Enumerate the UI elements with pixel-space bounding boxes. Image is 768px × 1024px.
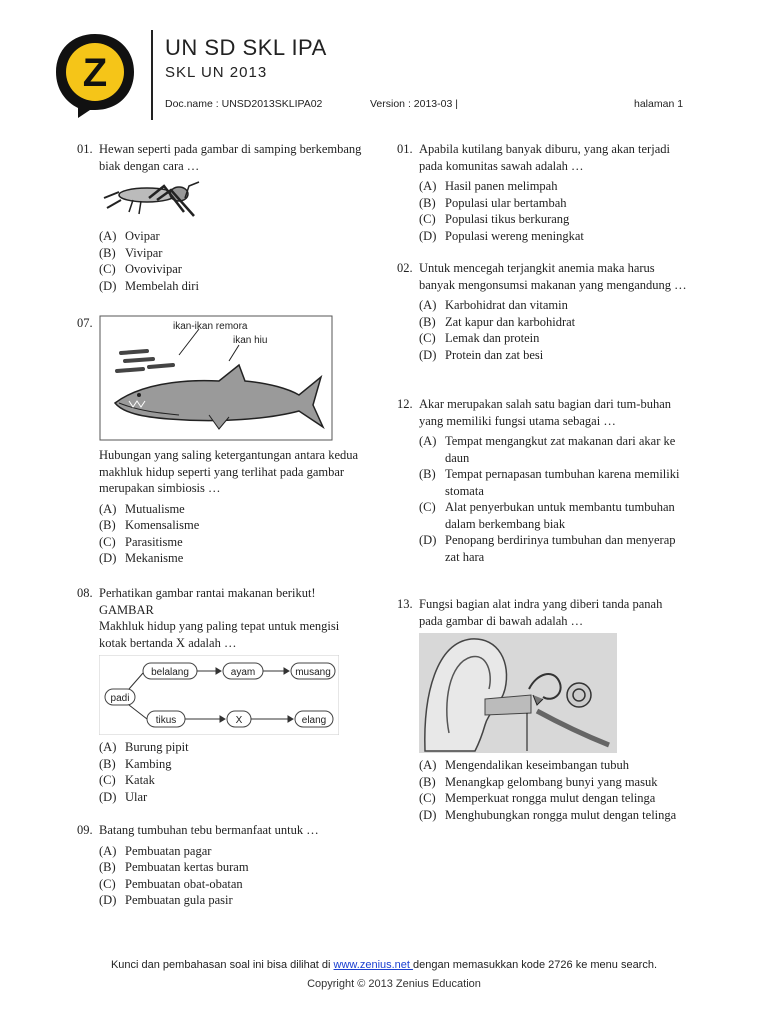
option-c[interactable]: Ovovivipar — [125, 262, 182, 276]
question-left-4 — [77, 822, 377, 909]
option-label: (B) — [419, 774, 436, 789]
option-a[interactable]: Tempat mengangkut zat makanan dari akar ke daun — [445, 434, 676, 465]
option-d[interactable]: Ular — [125, 789, 148, 804]
option-label: (A) — [99, 229, 117, 243]
option-b[interactable]: Komensalisme — [125, 518, 200, 532]
option-b[interactable]: Menangkap gelombang bunyi yang masuk — [445, 774, 658, 789]
footer-text-post: dengan memasukkan kode 2726 ke menu search. — [413, 959, 658, 971]
option-b[interactable]: Pembuatan kertas buram — [125, 860, 249, 874]
chain-belalang: belalang — [151, 667, 189, 678]
question-number: 09. — [77, 823, 93, 837]
figure-label-shark: ikan hiu — [233, 335, 268, 346]
option-label: (C) — [419, 331, 436, 345]
logo-letter: Z — [82, 51, 108, 95]
footer-text-pre: Kunci dan pembahasan soal ini bisa dilihat di — [110, 959, 334, 971]
chain-musang: musang — [295, 667, 331, 678]
option-d[interactable]: Penopang berdirinya tumbuhan dan menyerap zat hara — [445, 533, 676, 564]
option-d[interactable]: Menghubungkan rongga mulut dengan telinga — [445, 807, 677, 822]
question-left-2 — [77, 318, 377, 567]
option-label: (D) — [419, 347, 437, 362]
copyright: Copyright © 2013 Zenius Education — [307, 978, 481, 990]
zenius-link[interactable]: www.zenius.net — [333, 959, 414, 971]
question-stem-2: Makhluk hidup yang paling tepat untuk mengisi kotak bertanda X adalah … — [99, 619, 340, 650]
question-stem: Akar merupakan salah satu bagian dari tum-buhan yang memiliki fungsi utama sebagai … — [419, 397, 671, 428]
question-stem: Untuk mencegah terjangkit anemia maka harus banyak mengonsumsi makanan yang mengandung … — [419, 261, 687, 292]
question-number: 01. — [77, 142, 93, 156]
question-right-2 — [397, 260, 687, 363]
option-c[interactable]: Populasi tikus berkurang — [445, 212, 570, 226]
option-label: (B) — [99, 756, 116, 771]
option-label: (B) — [99, 518, 116, 532]
zenius-logo — [52, 30, 138, 120]
option-label: (B) — [419, 195, 436, 210]
question-left-1 — [77, 141, 367, 294]
option-label: (D) — [99, 278, 117, 293]
option-d[interactable]: Protein dan zat besi — [445, 347, 544, 362]
doc-version: Version : 2013-03 | — [370, 98, 458, 110]
chain-x: X — [235, 715, 243, 726]
doc-meta — [165, 98, 695, 112]
option-b[interactable]: Vivipar — [125, 245, 163, 260]
option-a[interactable]: Mutualisme — [125, 501, 185, 516]
option-label: (A) — [99, 740, 117, 754]
option-label: (C) — [99, 534, 116, 549]
option-a[interactable]: Burung pipit — [125, 740, 189, 754]
option-label: (C) — [419, 500, 436, 514]
option-label: (B) — [419, 314, 436, 329]
question-stem: Perhatikan gambar rantai makanan berikut! — [99, 586, 316, 600]
question-right-3 — [397, 396, 687, 565]
question-number: 13. — [397, 597, 413, 611]
food-chain-diagram — [99, 655, 339, 735]
chain-tikus: tikus — [155, 715, 177, 726]
question-stem: Batang tumbuhan tebu bermanfaat untuk … — [99, 823, 319, 837]
option-label: (A) — [419, 758, 437, 772]
header-divider — [151, 30, 153, 120]
option-label: (C) — [99, 262, 116, 276]
question-right-1 — [397, 141, 687, 244]
option-label: (A) — [419, 179, 437, 193]
question-number: 08. — [77, 586, 93, 600]
option-c[interactable]: Memperkuat rongga mulut dengan telinga — [445, 791, 656, 805]
doc-subtitle: SKL UN 2013 — [165, 64, 268, 81]
option-b[interactable]: Zat kapur dan karbohidrat — [445, 314, 576, 329]
doc-name: Doc.name : UNSD2013SKLIPA02 — [165, 98, 323, 110]
option-c[interactable]: Katak — [125, 773, 155, 787]
option-label: (D) — [99, 789, 117, 804]
option-label: (A) — [99, 843, 117, 858]
option-d[interactable]: Pembuatan gula pasir — [125, 893, 233, 907]
chain-ayam: ayam — [230, 667, 256, 678]
option-label: (C) — [419, 212, 436, 226]
option-a[interactable]: Ovipar — [125, 229, 160, 243]
option-d[interactable]: Membelah diri — [125, 278, 199, 293]
option-label: (D) — [99, 893, 117, 907]
question-stem: Fungsi bagian alat indra yang diberi tanda panah pada gambar di bawah adalah … — [419, 597, 663, 628]
doc-title: UN SD SKL IPA — [165, 35, 327, 60]
option-d[interactable]: Populasi wereng meningkat — [445, 228, 584, 243]
option-a[interactable]: Pembuatan pagar — [125, 843, 212, 858]
option-label: (D) — [419, 807, 437, 822]
option-label: (A) — [419, 434, 437, 448]
option-c[interactable]: Lemak dan protein — [445, 331, 540, 345]
option-c[interactable]: Alat penyerbukan untuk membantu tumbuhan dalam berkembang biak — [445, 500, 675, 531]
option-b[interactable]: Tempat pernapasan tumbuhan karena memiliki stomata — [445, 467, 680, 498]
chain-padi: padi — [110, 693, 130, 704]
option-b[interactable]: Populasi ular bertambah — [445, 195, 567, 210]
option-label: (D) — [419, 228, 437, 243]
question-number: 02. — [397, 261, 413, 275]
option-label: (C) — [99, 876, 116, 891]
grasshopper-image — [99, 178, 209, 224]
question-number: 12. — [397, 397, 413, 411]
figure-label-remora: ikan-ikan remora — [173, 321, 248, 332]
option-label: (A) — [99, 501, 117, 516]
question-stem: Apabila kutilang banyak diburu, yang akan terjadi pada komunitas sawah adalah … — [419, 142, 670, 173]
option-label: (B) — [99, 245, 116, 260]
ear-anatomy-image — [419, 633, 617, 753]
option-label: (B) — [419, 467, 436, 481]
chain-elang: elang — [301, 715, 327, 726]
option-a[interactable]: Karbohidrat dan vitamin — [445, 298, 568, 312]
option-label: (D) — [99, 551, 117, 565]
option-a[interactable]: Mengendalikan keseimbangan tubuh — [445, 758, 629, 772]
question-left-3 — [77, 585, 367, 805]
question-right-4 — [397, 596, 687, 823]
question-number: 01. — [397, 142, 413, 156]
option-label: (D) — [419, 533, 437, 547]
question-stem: Hubungan yang saling ketergantungan antara kedua makhluk hidup seperti yang terlihat pada gambar merupakan simbiosis … — [99, 448, 359, 495]
option-label: (C) — [99, 773, 116, 787]
question-number: 07. — [77, 316, 93, 330]
option-c[interactable]: Parasitisme — [125, 534, 183, 549]
question-stem-placeholder: GAMBAR — [99, 602, 154, 617]
option-a[interactable]: Hasil panen melimpah — [445, 179, 558, 193]
shark-remora-image — [99, 315, 333, 441]
footer-note — [0, 959, 768, 971]
option-b[interactable]: Kambing — [125, 756, 172, 771]
page-number: halaman 1 — [634, 98, 684, 110]
option-c[interactable]: Pembuatan obat-obatan — [125, 876, 243, 891]
option-d[interactable]: Mekanisme — [125, 551, 184, 565]
question-stem: Hewan seperti pada gambar di samping berkembang biak dengan cara … — [99, 142, 362, 173]
option-label: (A) — [419, 298, 437, 312]
option-label: (B) — [99, 860, 116, 874]
option-label: (C) — [419, 791, 436, 805]
